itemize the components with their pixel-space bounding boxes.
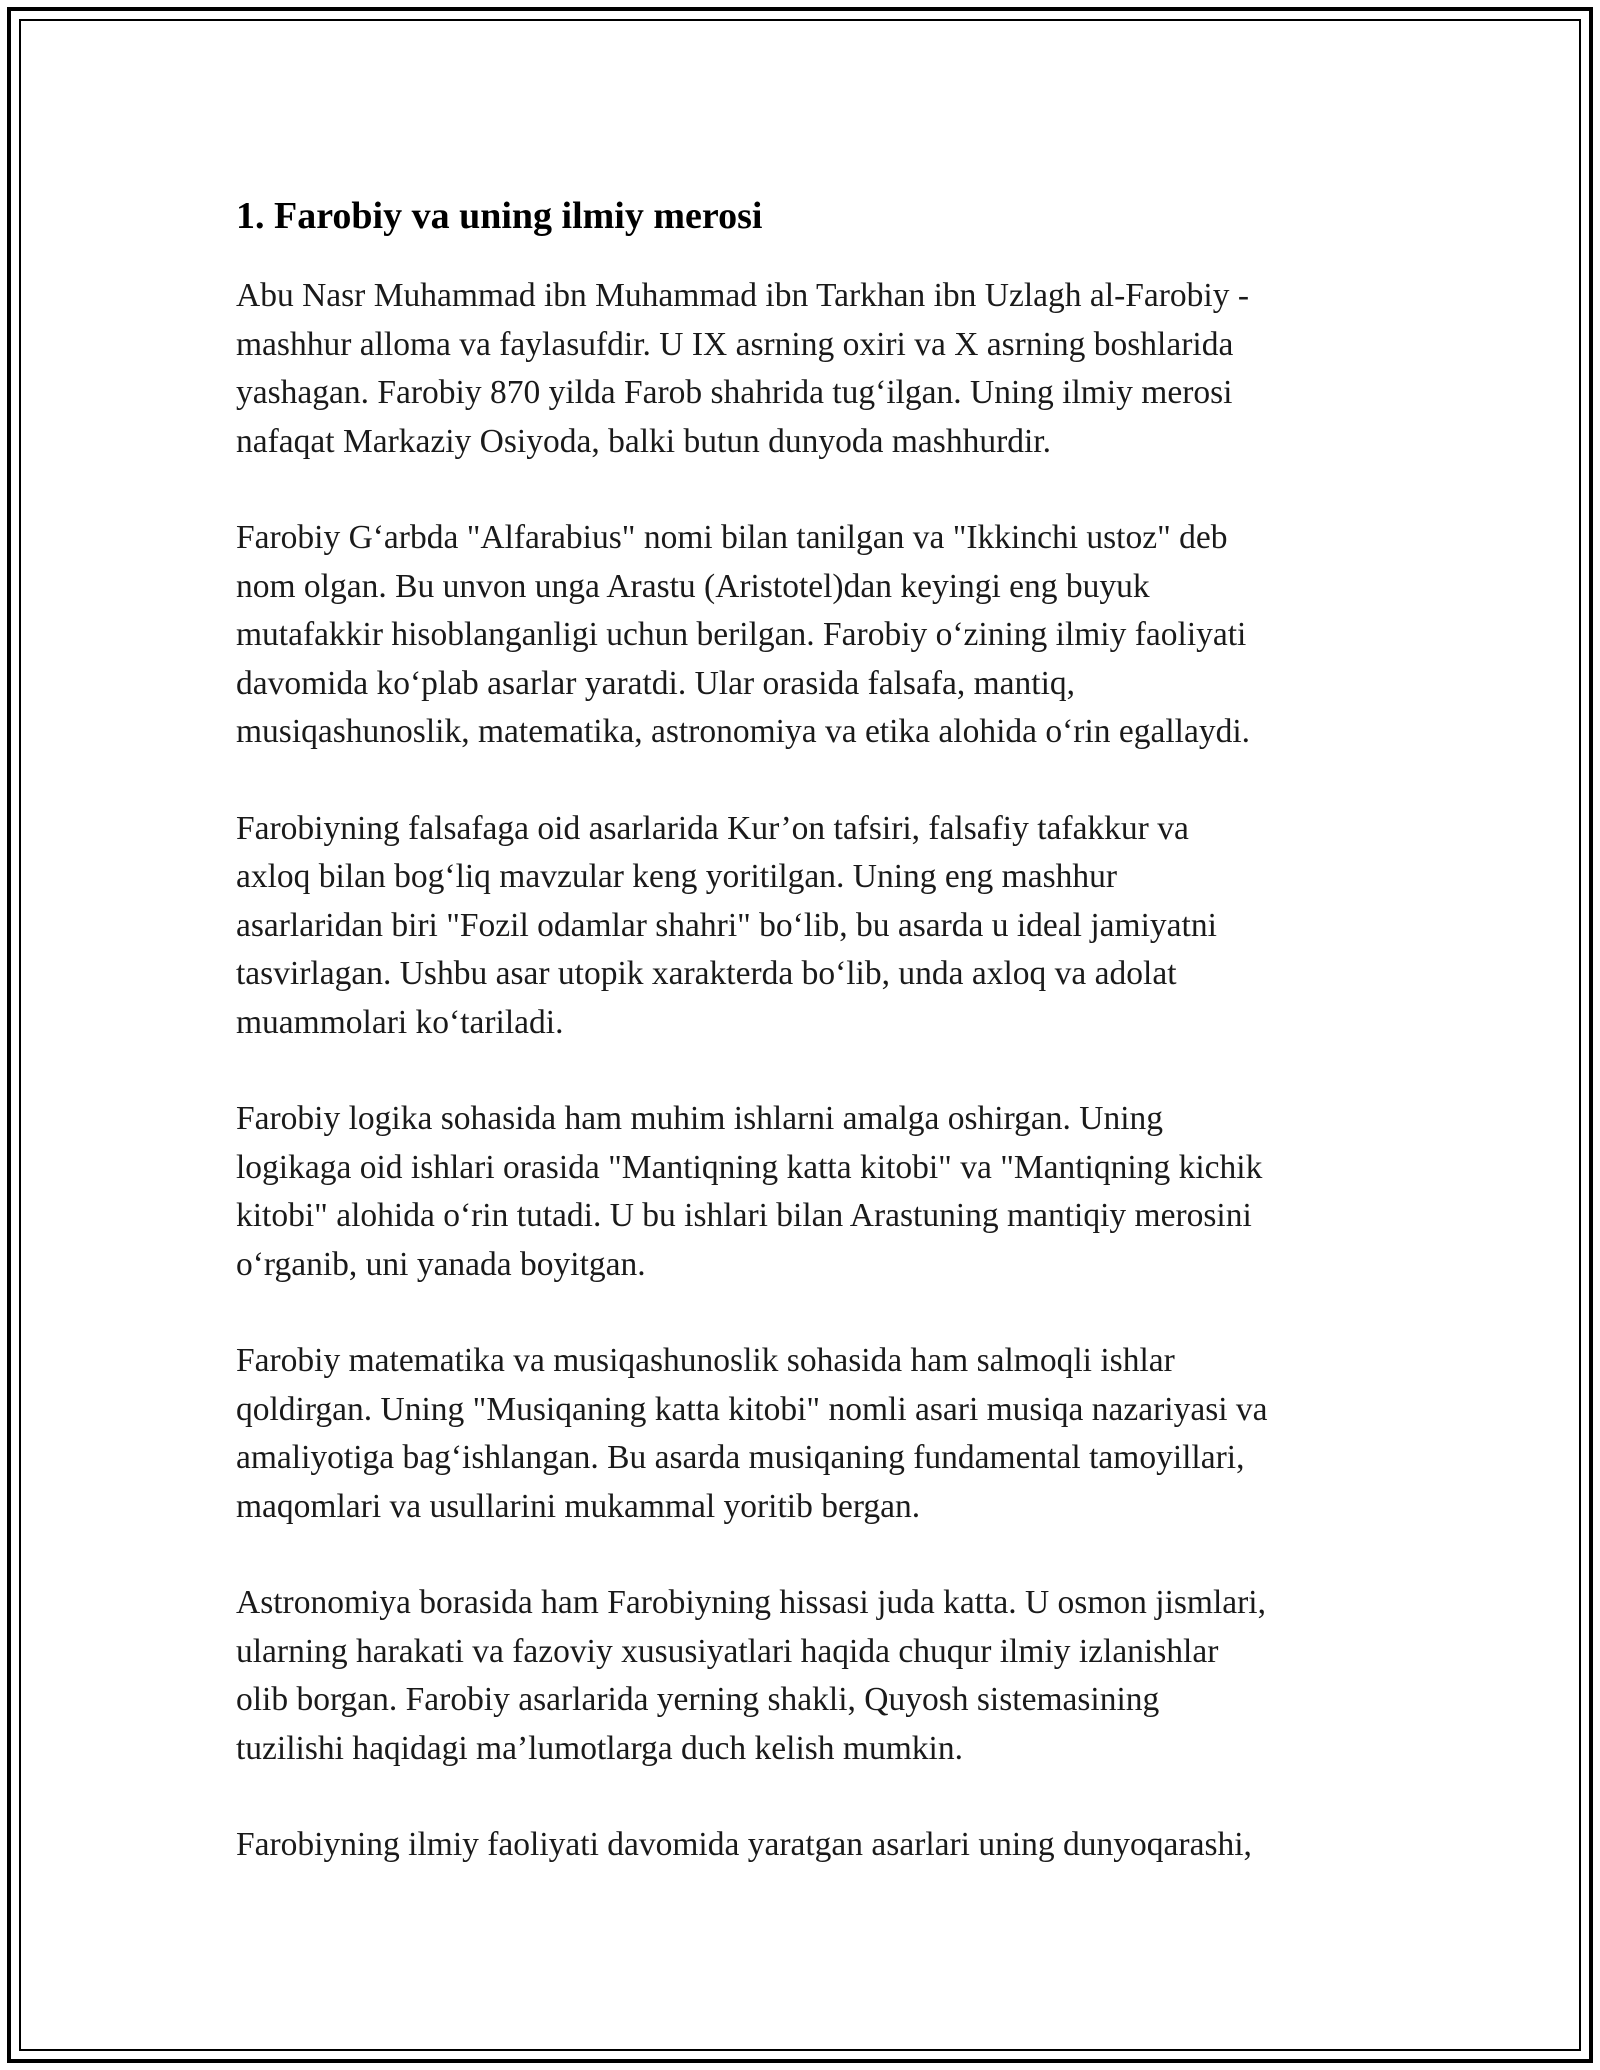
paragraph-astronomy (236, 1579, 1396, 1773)
text-line: Abu Nasr Muhammad ibn Muhammad ibn Tarkhan ibn Uzlagh al-Farobiy - (236, 277, 1249, 314)
text-line: nafaqat Markaziy Osiyoda, balki butun dunyoda mashhurdir. (236, 422, 1051, 460)
paragraph-philosophy (236, 805, 1396, 1048)
text-line: kitobi" alohida o‘rin tutadi. U bu ishlari bilan Arastuning mantiqiy merosini (236, 1197, 1252, 1234)
text-line: asarlaridan biri "Fozil odamlar shahri" bo‘lib, bu asarda u ideal jamiyatni (236, 906, 1217, 944)
text-line: logikaga oid ishlari orasida "Mantiqning katta kitobi" va "Mantiqning kichik (236, 1148, 1263, 1186)
text-line: musiqashunoslik, matematika, astronomiya va etika alohida o‘rin egallaydi. (236, 713, 1251, 750)
text-line: Farobiyning ilmiy faoliyati davomida yaratgan asarlari uning dunyoqarashi, (236, 1826, 1252, 1863)
text-line: nom olgan. Bu unvon unga Arastu (Aristotel)dan keyingi eng buyuk (236, 567, 1150, 605)
text-line: maqomlari va usullarini mukammal yoritib bergan. (236, 1487, 921, 1525)
text-line: Farobiy G‘arbda "Alfarabius" nomi bilan tanilgan va "Ikkinchi ustoz" deb (236, 519, 1228, 556)
paragraph-worldview (236, 1821, 1396, 1870)
text-line: tasvirlagan. Ushbu asar utopik xarakterda bo‘lib, unda axloq va adolat (236, 955, 1177, 992)
paragraph-biography (236, 272, 1396, 466)
text-line: mutafakkir hisoblanganligi uchun berilgan. Farobiy o‘zining ilmiy faoliyati (236, 616, 1247, 653)
text-line: ularning harakati va fazoviy xususiyatlari haqida chuqur ilmiy izlanishlar (236, 1632, 1219, 1670)
text-line: Farobiyning falsafaga oid asarlarida Kur’on tafsiri, falsafiy tafakkur va (236, 809, 1189, 847)
text-line: davomida ko‘plab asarlar yaratdi. Ular orasida falsafa, mantiq, (236, 664, 1076, 702)
text-line: tuzilishi haqidagi ma’lumotlarga duch kelish mumkin. (236, 1729, 963, 1767)
paragraph-logic (236, 1095, 1396, 1289)
text-line: axloq bilan bog‘liq mavzular keng yoritilgan. Uning eng mashhur (236, 858, 1118, 895)
text-line: o‘rganib, uni yanada boyitgan. (236, 1245, 646, 1283)
text-line: Farobiy logika sohasida ham muhim ishlarni amalga oshirgan. Uning (236, 1100, 1164, 1137)
text-line: olib borgan. Farobiy asarlarida yerning shakli, Quyosh sistemasining (236, 1681, 1160, 1718)
section-heading: 1. Farobiy va uning ilmiy merosi (236, 195, 763, 237)
paragraph-second-teacher (236, 514, 1396, 757)
text-line: amaliyotiga bag‘ishlangan. Bu asarda musiqaning fundamental tamoyillari, (236, 1439, 1245, 1476)
text-line: Astronomiya borasida ham Farobiyning hissasi juda katta. U osmon jismlari, (236, 1584, 1266, 1621)
text-line: mashhur alloma va faylasufdir. U IX asrning oxiri va X asrning boshlarida (236, 325, 1234, 363)
paragraph-music (236, 1337, 1396, 1531)
document-body (236, 188, 1396, 1918)
text-line: muammolari ko‘tariladi. (236, 1003, 564, 1041)
text-line: qoldirgan. Uning "Musiqaning katta kitobi" nomli asari musiqa nazariyasi va (236, 1390, 1268, 1428)
text-line: Farobiy matematika va musiqashunoslik sohasida ham salmoqli ishlar (236, 1342, 1175, 1379)
text-line: yashagan. Farobiy 870 yilda Farob shahrida tug‘ilgan. Uning ilmiy merosi (236, 374, 1233, 411)
